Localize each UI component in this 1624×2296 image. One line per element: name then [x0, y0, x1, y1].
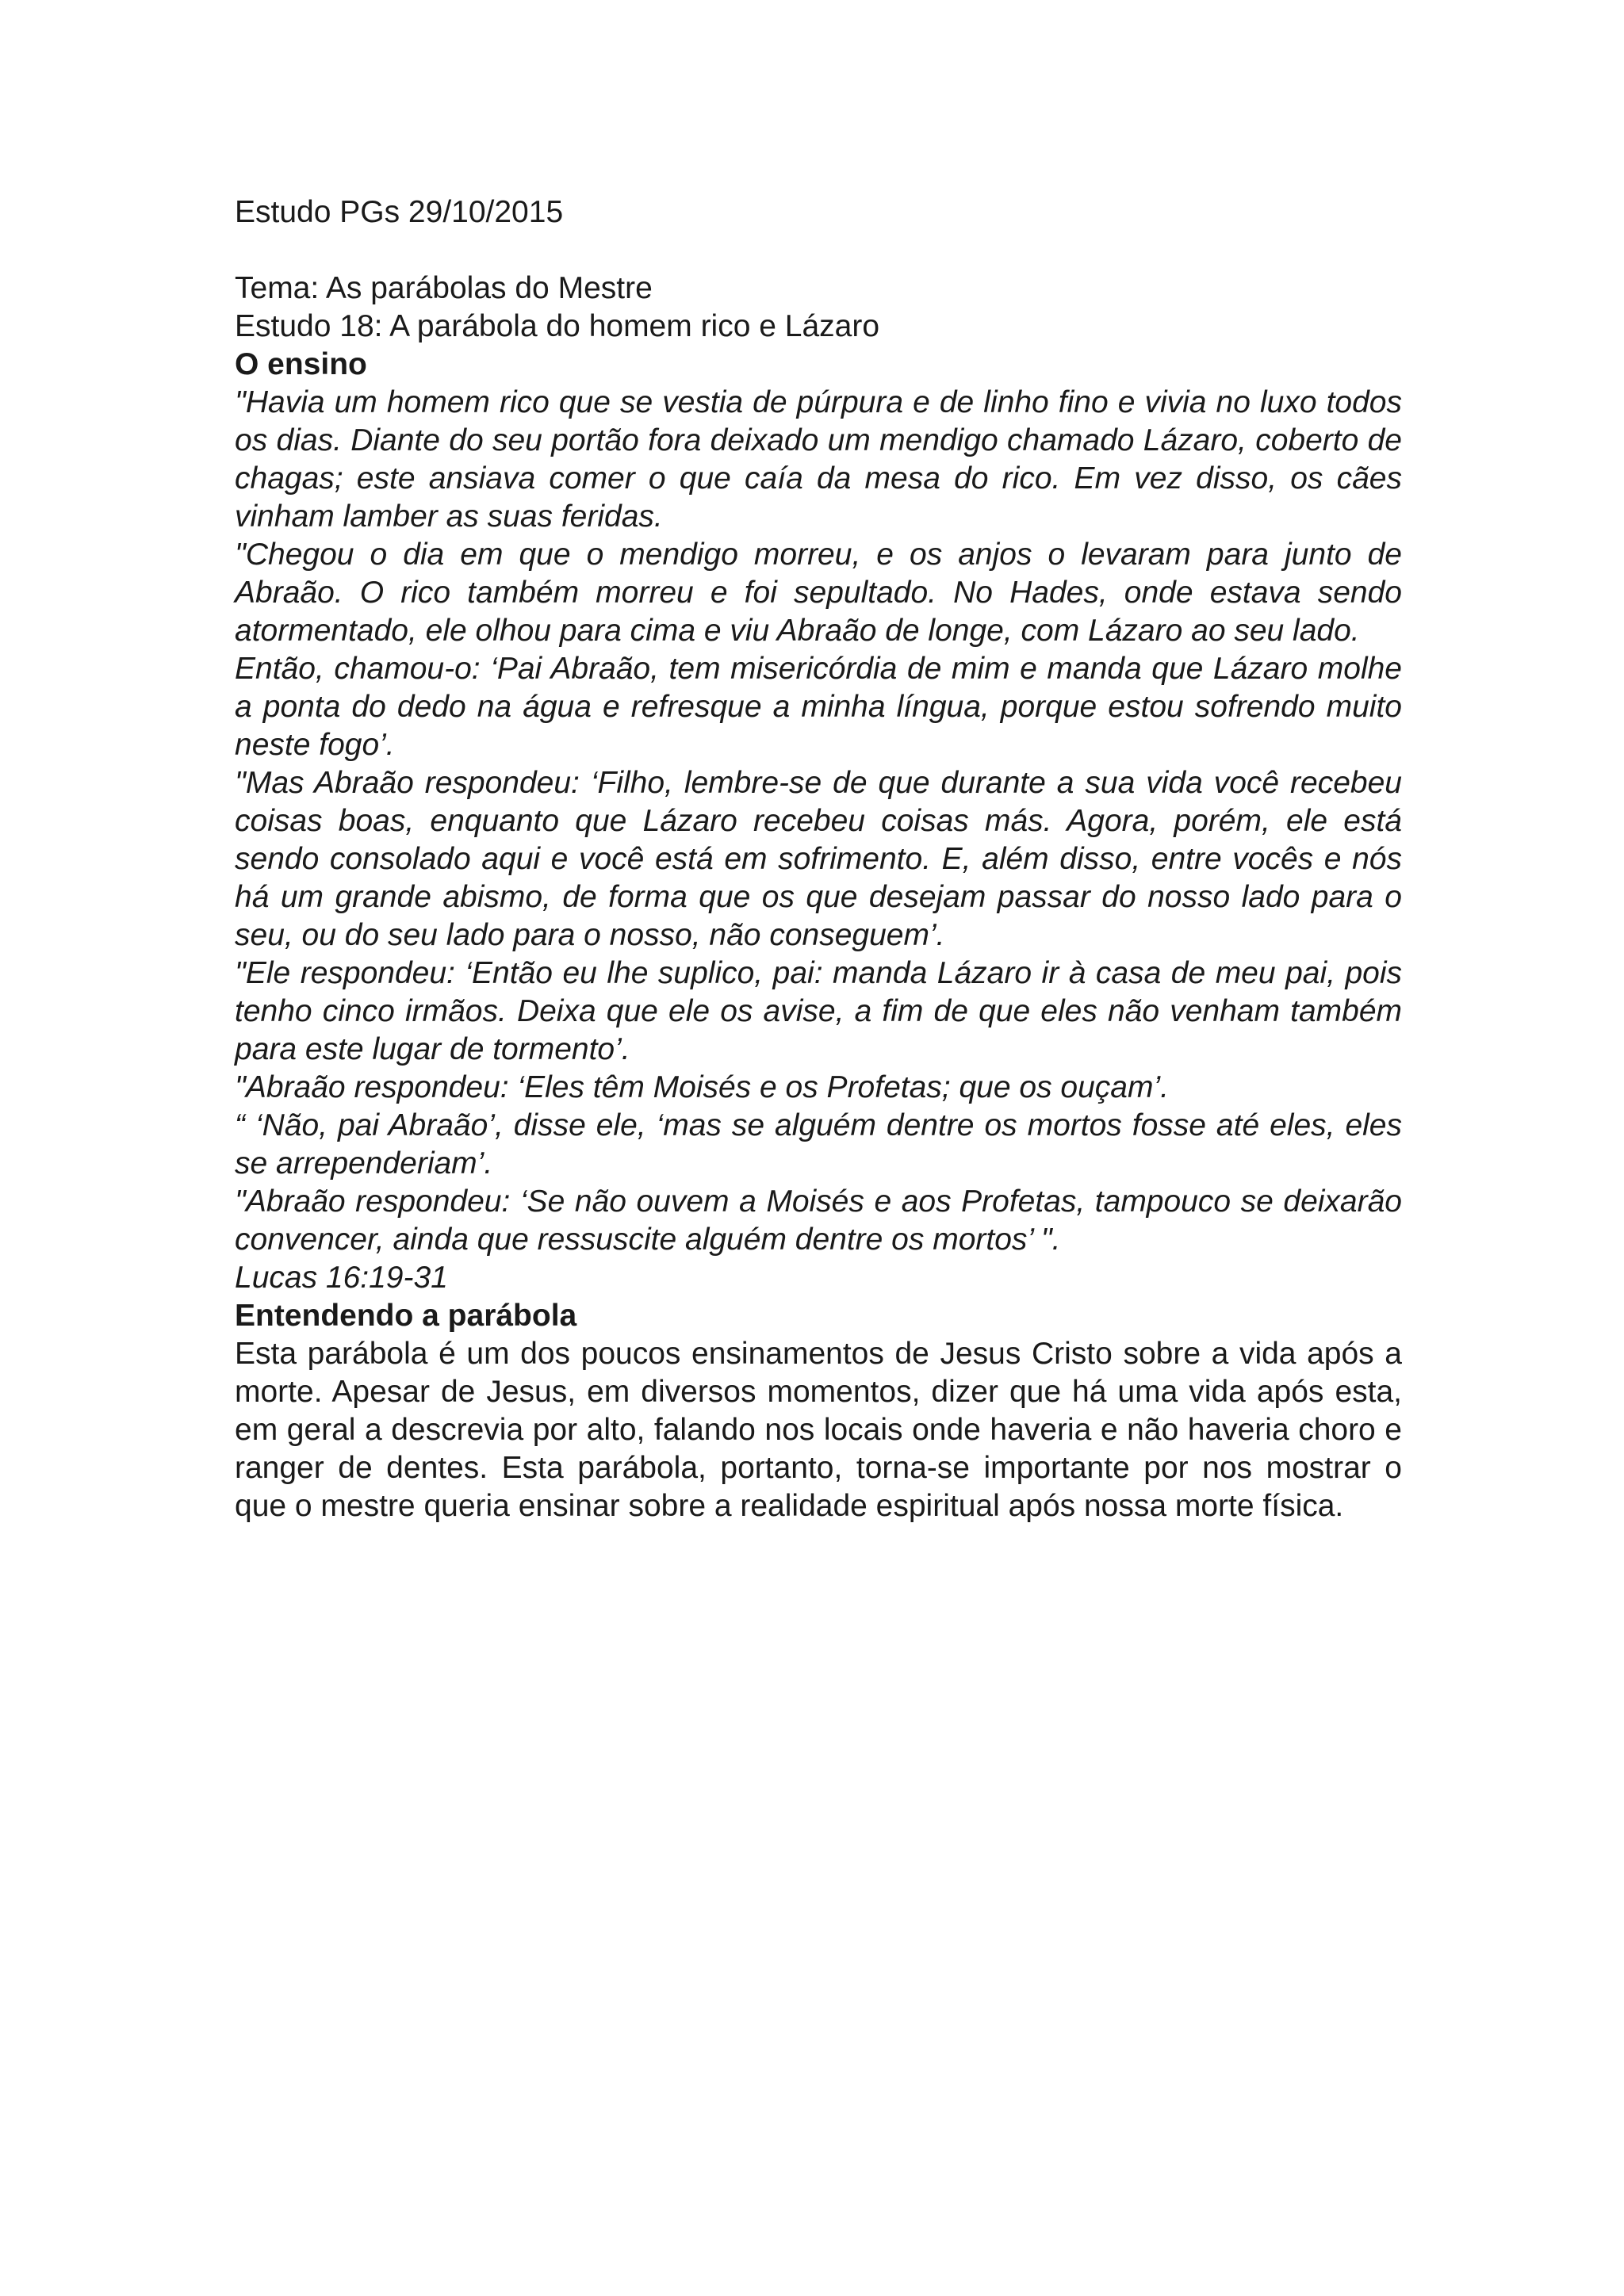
scripture-paragraph: "Abraão respondeu: ‘Se não ouvem a Moisés e aos Profetas, tampouco se deixarão convencer, ainda que ressuscite alguém dentre os mortos’ ". [235, 1184, 1402, 1257]
scripture-paragraph: "Abraão respondeu: ‘Eles têm Moisés e os Profetas; que os ouçam’. [235, 1070, 1169, 1104]
scripture-paragraph: “ ‘Não, pai Abraão’, disse ele, ‘mas se alguém dentre os mortos fosse até eles, eles se arrependeriam’. [235, 1108, 1402, 1181]
study-title-line: Estudo 18: A parábola do homem rico e Lázaro [235, 309, 880, 343]
section-heading-teaching: O ensino [235, 347, 367, 381]
scripture-paragraph: Então, chamou-o: ‘Pai Abraão, tem misericórdia de mim e manda que Lázaro molhe a ponta do dedo na água e refresque a minha língua, porque estou sofrendo muito neste fogo’. [235, 652, 1402, 762]
theme-line: Tema: As parábolas do Mestre [235, 271, 653, 305]
scripture-reference: Lucas 16:19-31 [235, 1261, 448, 1295]
scripture-paragraph: "Mas Abraão respondeu: ‘Filho, lembre-se de que durante a sua vida você recebeu coisas boas, enquanto que Lázaro recebeu coisas más. Agora, porém, ele está sendo consolado aqui e você está em sofrimento. E, além disso, entre vocês e nós há um grande abismo, de forma que os que desejam passar do nosso lado para o seu, ou do seu lado para o nosso, não conseguem’. [235, 766, 1402, 952]
section-heading-understanding: Entendendo a parábola [235, 1299, 577, 1333]
scripture-paragraph: "Havia um homem rico que se vestia de púrpura e de linho fino e vivia no luxo todos os dias. Diante do seu portão fora deixado um mendigo chamado Lázaro, coberto de chagas; este ansiava comer o que caía da mesa do rico. Em vez disso, os cães vinham lamber as suas feridas. [235, 385, 1402, 534]
scripture-paragraph: "Ele respondeu: ‘Então eu lhe suplico, pai: manda Lázaro ir à casa de meu pai, pois tenho cinco irmãos. Deixa que ele os avise, a fim de que eles não venham também para este lugar de tormento’. [235, 956, 1402, 1066]
document-body [235, 193, 1402, 1525]
body-paragraph: Esta parábola é um dos poucos ensinamentos de Jesus Cristo sobre a vida após a morte. Apesar de Jesus, em diversos momentos, dizer que há uma vida após esta, em geral a descrevia por alto, falando nos locais onde haveria e não haveria choro e ranger de dentes. Esta parábola, portanto, torna-se importante por nos mostrar o que o mestre queria ensinar sobre a realidade espiritual após nossa morte física. [235, 1337, 1402, 1523]
study-date-line: Estudo PGs 29/10/2015 [235, 195, 564, 229]
scripture-paragraph: "Chegou o dia em que o mendigo morreu, e os anjos o levaram para junto de Abraão. O rico também morreu e foi sepultado. No Hades, onde estava sendo atormentado, ele olhou para cima e viu Abraão de longe, com Lázaro ao seu lado. [235, 538, 1402, 648]
